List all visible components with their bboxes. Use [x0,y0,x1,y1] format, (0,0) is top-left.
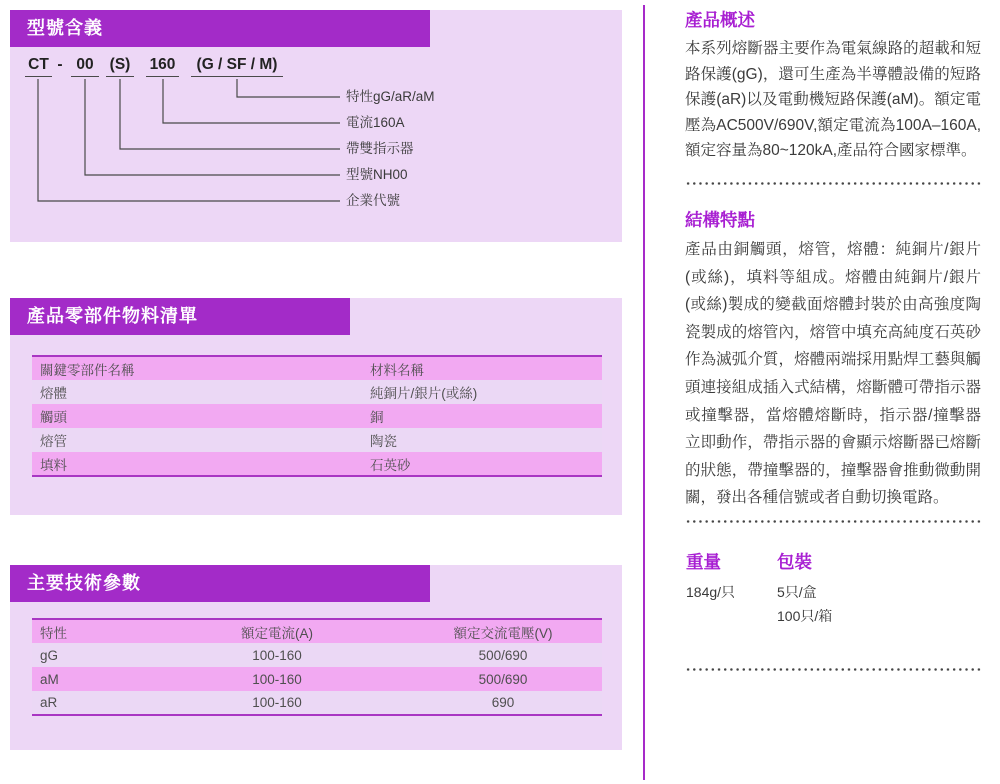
bom-header [10,298,350,335]
packing-value: 5只/盒 [777,584,817,600]
model-code-segment: CT [25,56,52,77]
model-meaning-panel [10,10,622,242]
callout-label: 電流160A [346,115,405,130]
dotted-divider [685,520,981,523]
model-meaning-title: 型號含義 [27,18,103,38]
weight-value: 184g/只 [686,584,736,600]
features-title: 結構特點 [685,210,755,230]
cell-characteristic: aM [40,671,59,687]
cell-rated-current: 100-160 [252,647,302,663]
cell-rated-current: 100-160 [252,671,302,687]
model-code-segment: 00 [71,56,99,77]
dotted-divider [685,182,981,185]
table-row [32,404,602,428]
overview-body: 本系列熔斷器主要作為電氣線路的超載和短路保護(gG)，還可生產為半導體設備的短路保護(aR)以及電動機短路保護(aM)。額定電壓為AC500V/690V,額定電流為100A–160A,額定容量為80~120kA,產品符合國家標準。 [685,40,981,159]
weight-title: 重量 [686,552,721,572]
cell-rated-voltage: 500/690 [478,671,528,687]
table-row [32,380,602,404]
model-code-dash: - [57,56,63,73]
table-row [32,643,602,667]
model-code-segment: (G / SF / M) [191,56,283,77]
bom-panel [10,298,622,515]
cell-material: 陶瓷 [370,434,397,449]
model-code-segment: (S) [106,56,134,77]
cell-part: 熔管 [40,434,67,449]
tech-params-table [32,618,602,716]
cell-part: 熔體 [40,386,67,401]
tech-params-panel [10,565,622,750]
callout-label: 帶雙指示器 [346,141,414,156]
cell-rated-voltage: 500/690 [478,647,528,663]
col-header-rated-voltage: 額定交流電壓(V) [453,625,553,641]
col-header-characteristic: 特性 [40,625,67,641]
callout-label: 型號NH00 [346,167,408,182]
features-body: 產品由銅觸頭，熔管，熔體：純銅片/銀片(或絲)，填料等組成。熔體由純銅片/銀片(或絲)製成的變截面熔體封裝於由高強度陶瓷製成的熔管內，熔管中填充高純度石英砂作為滅弧介質，熔體兩端採用點焊工藝與觸頭連接組成插入式結構，熔斷體可帶指示器或撞擊器，當熔體熔斷時，指示器/撞擊器立即動作，帶指示器的會顯示熔斷器已熔斷的狀態，帶撞擊器的，撞擊器會推動微動開關，發出各種信號或者自動切換電路。 [685,241,981,507]
column-divider [643,5,645,780]
packing-title: 包裝 [777,552,812,572]
cell-material: 純銅片/銀片(或絲) [370,386,478,401]
cell-material: 銅 [370,410,384,425]
cell-material: 石英砂 [370,457,411,473]
model-code-segment: 160 [146,56,179,77]
table-header-row [32,356,602,380]
cell-rated-voltage: 690 [491,695,515,710]
sidebar [685,0,981,784]
table-row [32,452,602,476]
packing-value: 100只/箱 [777,608,833,624]
callout-label: 企業代號 [346,193,400,208]
tech-params-header [10,565,430,602]
cell-part: 填料 [40,457,67,473]
col-header-part: 關鍵零部件名稱 [40,362,135,378]
callout-lines [10,10,622,242]
cell-part: 觸頭 [40,410,67,425]
table-header-row [32,619,602,643]
table-row [32,691,602,715]
table-row [32,428,602,452]
bom-table [32,355,602,477]
cell-characteristic: gG [40,647,59,663]
cell-rated-current: 100-160 [252,695,302,710]
col-header-material: 材料名稱 [370,362,424,378]
callout-label: 特性gG/aR/aM [346,89,435,104]
cell-characteristic: aR [40,695,58,710]
dotted-divider [685,668,981,671]
table-row [32,667,602,691]
overview-title: 產品概述 [685,10,755,30]
bom-title: 產品零部件物料清單 [27,306,198,326]
tech-params-title: 主要技術參數 [27,573,141,593]
col-header-rated-current: 額定電流(A) [241,625,313,641]
